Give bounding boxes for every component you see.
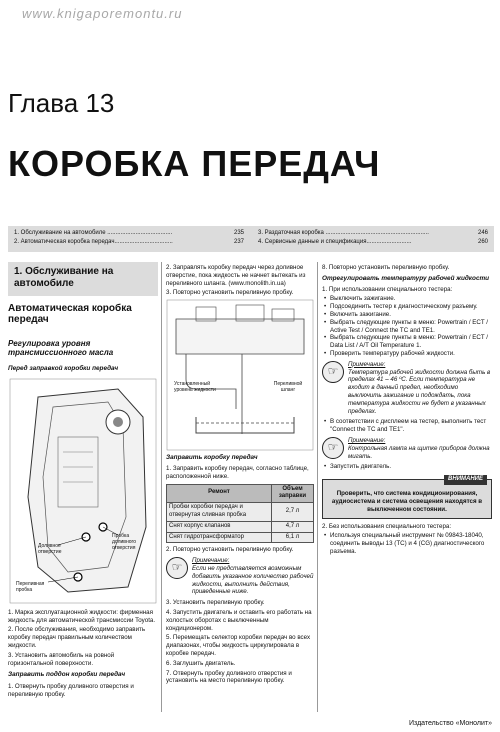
- step-heading: Перед заправкой коробки передач: [8, 365, 119, 372]
- note-body: [348, 361, 492, 416]
- warning-box: [322, 476, 492, 518]
- toc-page: 246: [477, 230, 488, 236]
- paragraph: 3. Повторно установить переливную пробку.: [166, 289, 294, 297]
- table-of-contents: [8, 226, 494, 252]
- table-header-cell: Ремонт: [167, 484, 272, 503]
- toc-page: 237: [233, 239, 244, 245]
- bullet-item: • Используя специальный инструмент № 09843-18040, соединить выводы 13 (TC) и 4 (CG) диагностического разъема.: [322, 532, 492, 555]
- toc-item[interactable]: [258, 229, 488, 238]
- section-title: 1. Обслуживание на автомобиле: [8, 262, 158, 296]
- table-cell: 4,7 л: [272, 521, 314, 532]
- column-2: [166, 264, 314, 687]
- toc-item[interactable]: [258, 238, 488, 247]
- figure-label: Переливная пробка: [16, 580, 45, 593]
- step-heading: Заправить коробку передач: [166, 454, 258, 462]
- paragraph: 6. Заглушить двигатель.: [166, 659, 236, 667]
- paragraph: 1. При использовании специального тестера:: [322, 285, 453, 293]
- column-1: [8, 303, 158, 701]
- toc-item[interactable]: [14, 238, 244, 247]
- table-cell: Снят гидротрансформатор: [167, 532, 272, 543]
- transmission-drawing: [8, 377, 158, 605]
- bullet-item: • Выключить зажигание.: [322, 295, 492, 303]
- bullet-item: • Выбрать следующие пункты в меню: Powertrain / ECT / Active Test / Connect the TC and TE1.: [322, 319, 492, 335]
- toc-label: 2. Автоматическая коробка передач...................................: [14, 239, 173, 245]
- warning-tag: ВНИМАНИЕ: [444, 475, 487, 485]
- paragraph: 2. Без использования специального тестера:: [322, 522, 452, 530]
- subsection-heading: Автоматическая коробка передач: [8, 303, 132, 325]
- table-header-cell: Объем заправки: [272, 484, 314, 503]
- fluid-level-drawing: [166, 299, 314, 451]
- toc-page: 260: [477, 239, 488, 245]
- note-icon: ☞: [322, 437, 344, 459]
- page-title: КОРОБКА ПЕРЕДАЧ: [8, 143, 381, 184]
- toc-label: 4. Сервисные данные и спецификация...........................: [258, 239, 412, 245]
- table-row: [167, 521, 314, 532]
- paragraph: 5. Перемещать селектор коробки передач во всех диапазонах, чтобы жидкость циркулировала в коробке передач.: [166, 634, 311, 657]
- note-text: Температура рабочей жидкости должна быть в пределах 41 – 46 ºС. Если температура не входит в данный предел, необходимо выключить зажигание и подождать, пока температура жидкости не будет в указанных пределах.: [348, 368, 491, 415]
- bullet-item: • Подсоединить тестер к диагностическому разъему.: [322, 303, 492, 311]
- note-text: Если не представляется возможным добавить указанное количество рабочей жидкости, выполнить действия, приведенные ниже.: [192, 564, 314, 596]
- table-cell: 6,1 л: [272, 532, 314, 543]
- table-cell: Снят корпус клапанов: [167, 521, 272, 532]
- paragraph: 3. Установить переливную пробку.: [166, 599, 265, 607]
- toc-label: 1. Обслуживание на автомобиле .......................................: [14, 230, 173, 236]
- publisher-footer: Издательство «Монолит»: [408, 720, 492, 727]
- note-label: Примечание:: [192, 557, 230, 565]
- column-divider: [161, 262, 162, 712]
- bullet-item: • Проверить температуру рабочей жидкости.: [322, 350, 492, 358]
- fluid-level-figure: [166, 299, 314, 451]
- note-text: Контрольная лампа на щитке приборов должна мигать.: [348, 444, 490, 460]
- paragraph: 2. Заправлять коробку передач через доливное отверстие, пока жидкость не начнет вытекать из переливного шланга. (www.monolith.in.ua): [166, 264, 306, 287]
- step-heading: Отрегулировать температуру рабочей жидкости: [322, 274, 490, 282]
- note-block: [322, 437, 492, 460]
- note-icon: ☞: [322, 361, 344, 383]
- note-icon: ☞: [166, 557, 188, 579]
- column-3: [322, 264, 492, 556]
- table-cell: Пробки коробки передач и отвернутая сливная пробка: [167, 503, 272, 522]
- transmission-figure: [8, 377, 158, 605]
- paragraph: 1. Отвернуть пробку доливного отверстия и переливную пробку.: [8, 683, 134, 698]
- note-body: [348, 437, 492, 460]
- table-row: [167, 503, 314, 522]
- fill-volume-table: [166, 484, 314, 544]
- step-heading: Заправить поддон коробки передач: [8, 671, 126, 679]
- note-label: Примечание:: [348, 436, 386, 444]
- toc-label: 3. Раздаточная коробка ..............................................................: [258, 230, 429, 236]
- paragraph: 2. После обслуживания, необходимо заправить коробку передач правильным количеством жидкости.: [8, 626, 146, 649]
- paragraph: 4. Запустить двигатель и оставить его работать на холостых оборотах с выключенным кондиционером.: [166, 608, 312, 632]
- paragraph: 2. Повторно установить переливную пробку.: [166, 546, 294, 554]
- watermark: www.knigaporemontu.ru: [22, 6, 183, 21]
- figure-label: Пробка доливного отверстия: [112, 532, 136, 551]
- topic-heading: Регулировка уровня трансмиссионного масла: [8, 339, 114, 357]
- toc-page: 235: [233, 230, 244, 236]
- note-label: Примечание:: [348, 360, 386, 368]
- note-body: [192, 557, 314, 596]
- paragraph: 3. Установить автомобиль на ровной горизонтальной поверхности.: [8, 651, 115, 667]
- paragraph: 1. Заправить коробку передач, согласно таблице, расположенной ниже.: [166, 464, 309, 480]
- figure-label: Переливной шланг: [273, 381, 303, 394]
- table-header-row: [167, 484, 314, 503]
- figure-label: Доливное отверстие: [38, 542, 62, 555]
- figure-label: Установленный уровень жидкости: [174, 381, 216, 394]
- bullet-item: • Включить зажигание.: [322, 311, 492, 319]
- paragraph: 8. Повторно установить переливную пробку.: [322, 264, 450, 271]
- table-row: [167, 532, 314, 543]
- note-block: [322, 361, 492, 416]
- bullet-item: • Выбрать следующие пункты в меню: Powertrain / ECT / Data List / A/T Oil Temperature 1.: [322, 334, 492, 350]
- chapter-heading: Глава 13: [8, 88, 115, 118]
- paragraph: 7. Отвернуть пробку доливного отверстия и установить на место переливную пробку.: [166, 669, 292, 685]
- toc-item[interactable]: [14, 229, 244, 238]
- note-block: [166, 557, 314, 596]
- column-divider: [317, 262, 318, 712]
- paragraph: 1. Марка эксплуатационной жидкости: фирменная жидкость для автоматической трансмиссии Toyota.: [8, 608, 156, 624]
- warning-text: Проверить, что система кондиционирования, аудиосистема и система освещения находятся в выключенном состоянии.: [331, 490, 483, 513]
- bullet-item: • В соответствии с дисплеем на тестер, выполнить тест "Connect the TC and TE1".: [322, 418, 492, 434]
- bullet-item: • Запустить двигатель.: [322, 463, 492, 471]
- table-cell: 2,7 л: [272, 503, 314, 522]
